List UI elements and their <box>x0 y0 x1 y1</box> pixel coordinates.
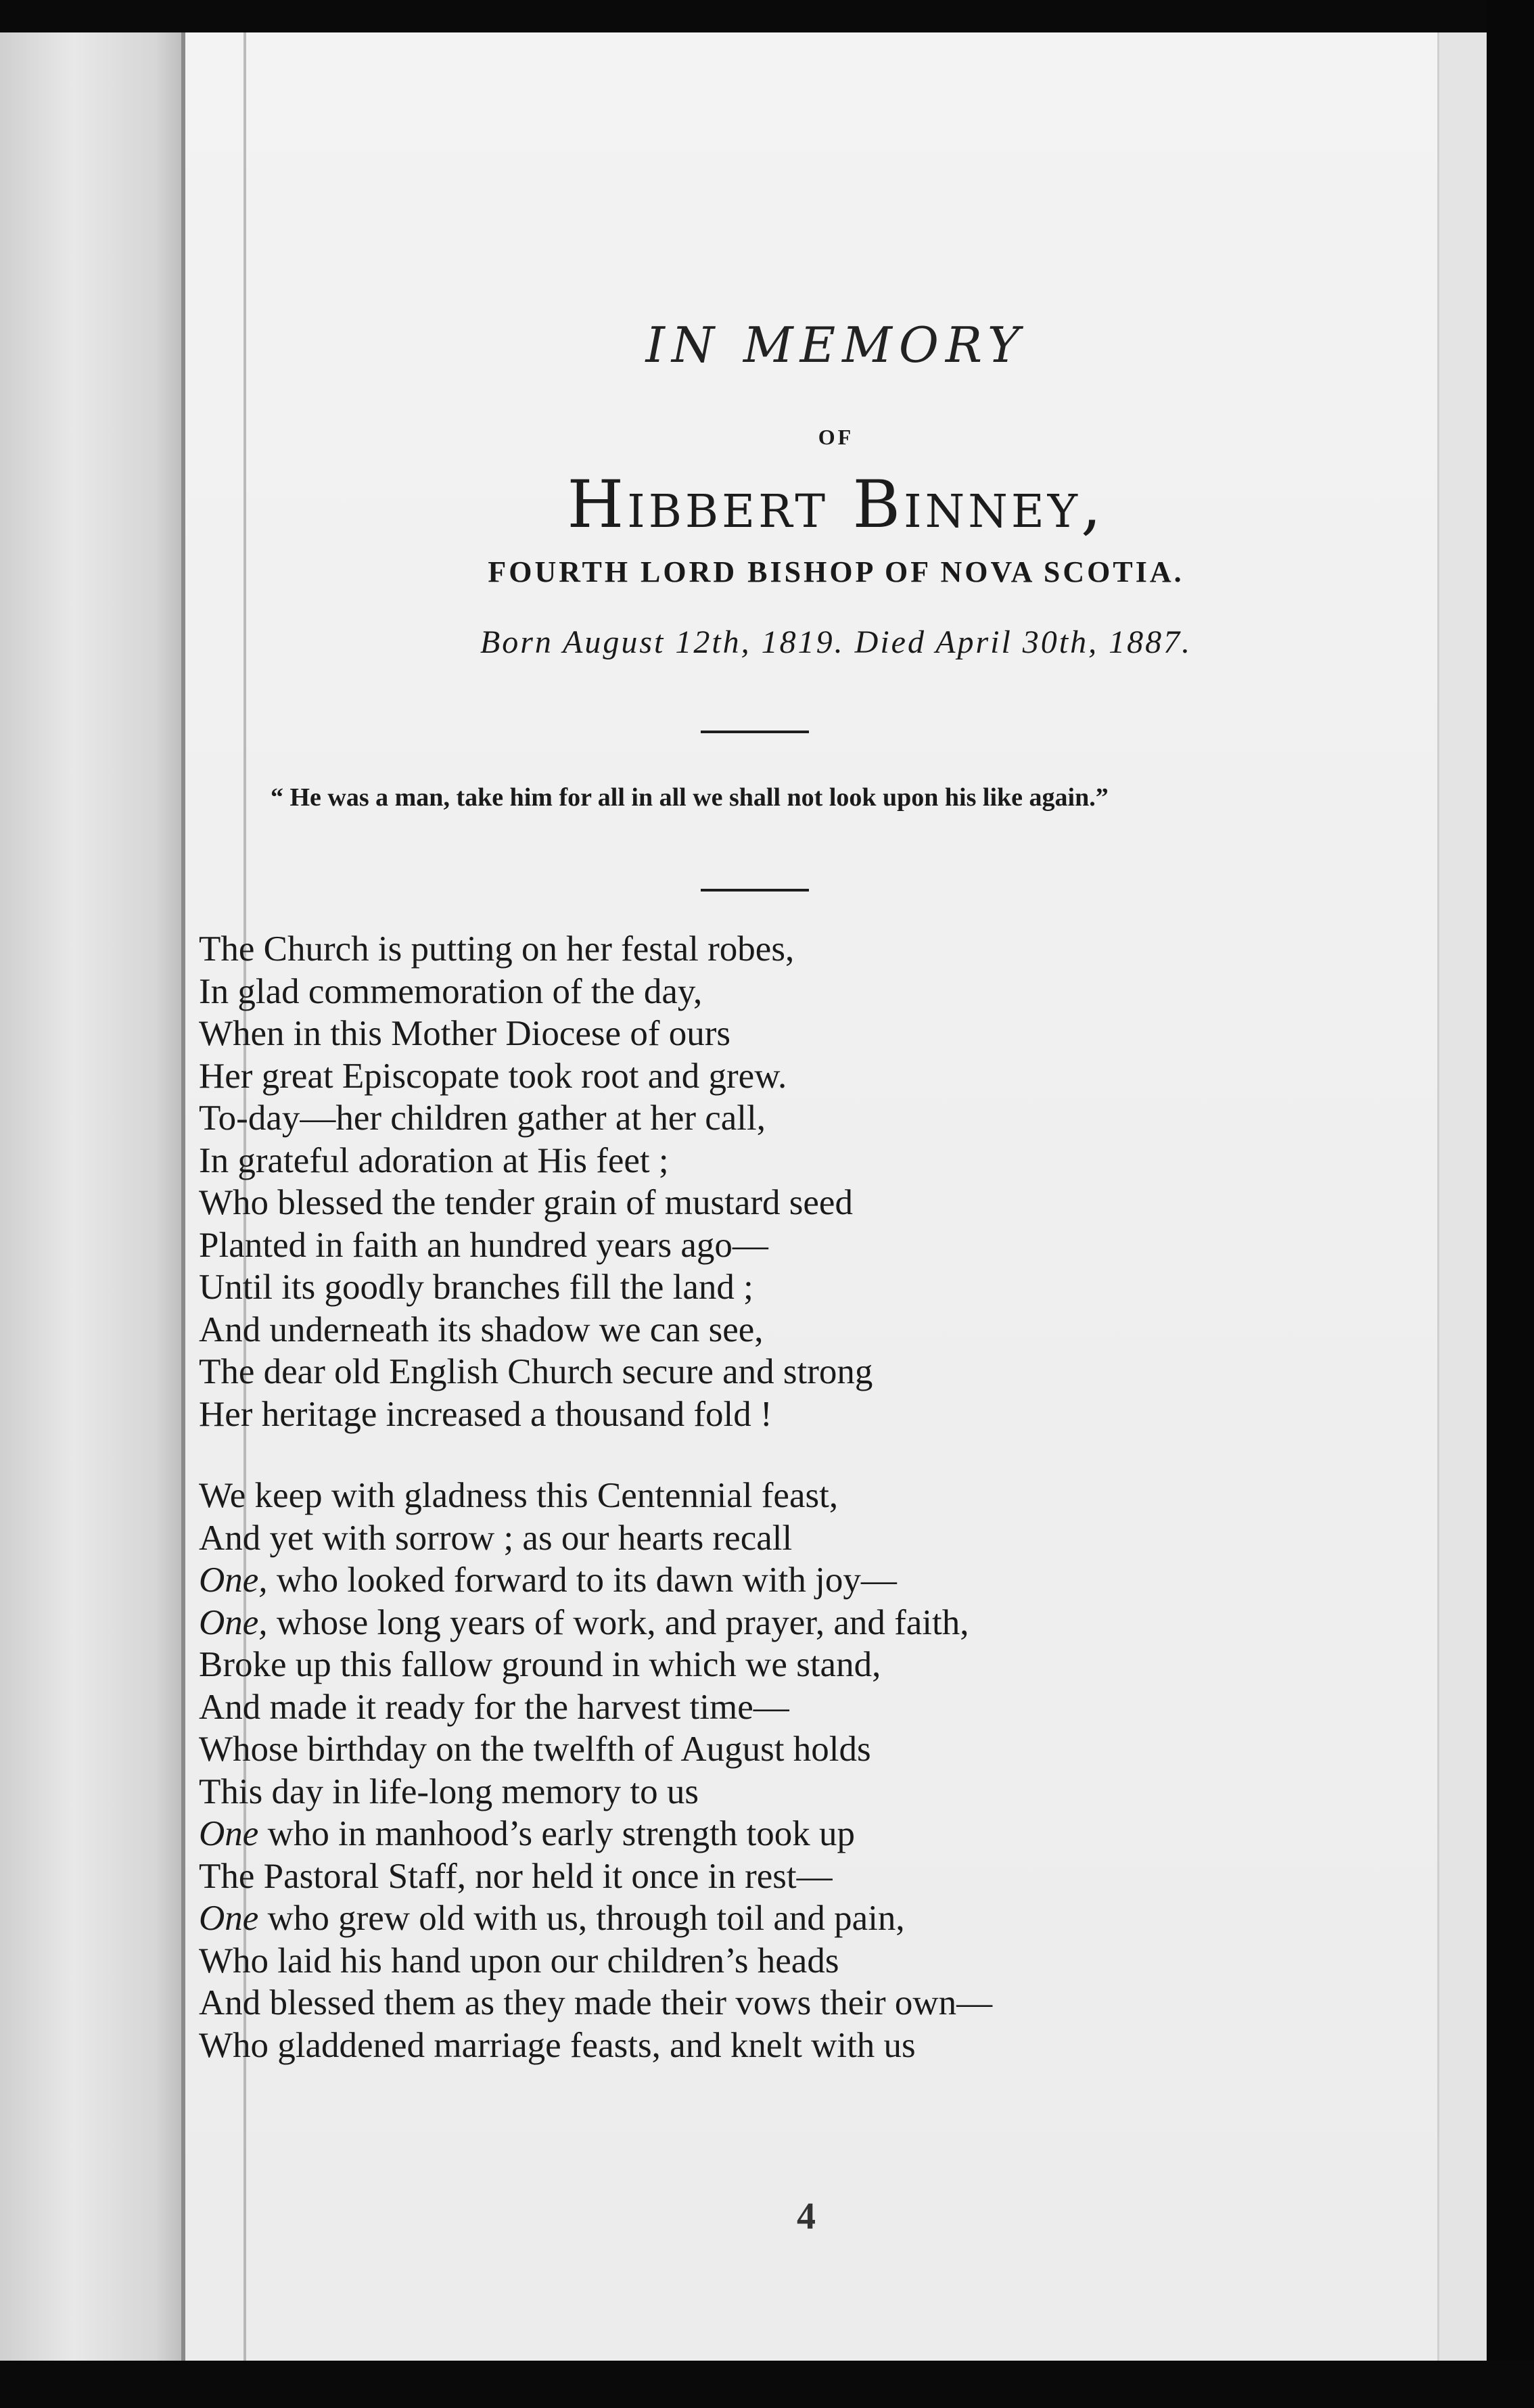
honoree-name: Hibbert Binney, <box>567 467 1105 542</box>
divider-rule <box>701 889 809 892</box>
life-dates: Born August 12th, 1819. Died April 30th, 1887. <box>480 624 1192 660</box>
poem-line: And underneath its shadow we can see, <box>199 1310 764 1349</box>
poem-line: Her heritage increased a thousand fold ! <box>199 1394 772 1434</box>
poem-line-text: We keep with gladness this Centennial feast, <box>199 1476 839 1515</box>
poem-line <box>199 1855 1335 1898</box>
poem <box>199 928 1335 2066</box>
poem-line-text: whose long years of work, and prayer, and faith, <box>267 1602 969 1642</box>
poem-line-text: Who gladdened marriage feasts, and knelt with us <box>199 2025 916 2065</box>
poem-line-text: And made it ready for the harvest time— <box>199 1687 789 1727</box>
poem-line: In glad commemoration of the day, <box>199 971 703 1011</box>
scan-border-right <box>1487 0 1534 2408</box>
poem-line: Until its goodly branches fill the land ; <box>199 1268 753 1307</box>
poem-line <box>199 1813 1335 1855</box>
poem-stanza-1 <box>199 928 1335 1435</box>
scan-border-bottom <box>0 2361 1534 2408</box>
honoree-title: FOURTH LORD BISHOP OF NOVA SCOTIA. <box>488 555 1184 588</box>
poem-line: Planted in faith an hundred years ago— <box>199 1225 768 1265</box>
poem-line <box>199 1644 1335 1686</box>
poem-line-emphasis: One <box>199 1814 259 1853</box>
poem-line-text: Who laid his hand upon our children’s heads <box>199 1941 839 1981</box>
poem-line-text: The Pastoral Staff, nor held it once in rest— <box>199 1856 833 1896</box>
poem-line: Who blessed the tender grain of mustard seed <box>199 1183 853 1222</box>
poem-line-text: Broke up this fallow ground in which we stand, <box>199 1645 881 1684</box>
page-right-edge <box>1437 32 1489 2361</box>
page-mark: 4 <box>797 2196 816 2238</box>
poem-line <box>199 1771 1335 1813</box>
poem-line-text: And yet with sorrow ; as our hearts recall <box>199 1518 793 1558</box>
poem-line: In grateful adoration at His feet ; <box>199 1140 669 1180</box>
poem-stanza-2 <box>199 1475 1335 2066</box>
divider-rule <box>701 731 809 733</box>
poem-line-emphasis: One <box>199 1899 259 1938</box>
poem-line: Her great Episcopate took root and grew. <box>199 1056 787 1096</box>
of-label: OF <box>818 425 854 449</box>
book-binding <box>0 32 183 2361</box>
poem-line-text: This day in life-long memory to us <box>199 1772 699 1811</box>
poem-line-text: who grew old with us, through toil and pain, <box>258 1899 905 1938</box>
poem-line <box>199 1897 1335 1940</box>
poem-line-text: who looked forward to its dawn with joy— <box>267 1560 897 1600</box>
poem-line: The Church is putting on her festal robes, <box>199 929 795 969</box>
epigraph-quote: “ He was a man, take him for all in all we shall not look upon his like again.” <box>271 783 1109 812</box>
poem-line <box>199 1940 1335 1983</box>
poem-line <box>199 1728 1335 1771</box>
poem-line <box>199 1982 1335 2024</box>
poem-line: To-day—her children gather at her call, <box>199 1098 766 1138</box>
poem-line <box>199 1559 1335 1602</box>
poem-line: When in this Mother Diocese of ours <box>199 1014 730 1053</box>
poem-line: The dear old English Church secure and strong <box>199 1352 873 1391</box>
memorial-title: IN MEMORY <box>645 317 1027 373</box>
poem-line-text: Whose birthday on the twelfth of August holds <box>199 1730 871 1769</box>
scan-border-top <box>0 0 1534 32</box>
poem-line <box>199 1475 1335 1517</box>
poem-line-emphasis: One, <box>199 1560 268 1600</box>
poem-line <box>199 1686 1335 1729</box>
poem-line-text: who in manhood’s early strength took up <box>258 1814 856 1853</box>
poem-line-emphasis: One, <box>199 1602 268 1642</box>
poem-line-text: And blessed them as they made their vows their own— <box>199 1983 993 2022</box>
poem-line <box>199 1517 1335 1560</box>
poem-line <box>199 2024 1335 2067</box>
poem-line <box>199 1602 1335 1644</box>
